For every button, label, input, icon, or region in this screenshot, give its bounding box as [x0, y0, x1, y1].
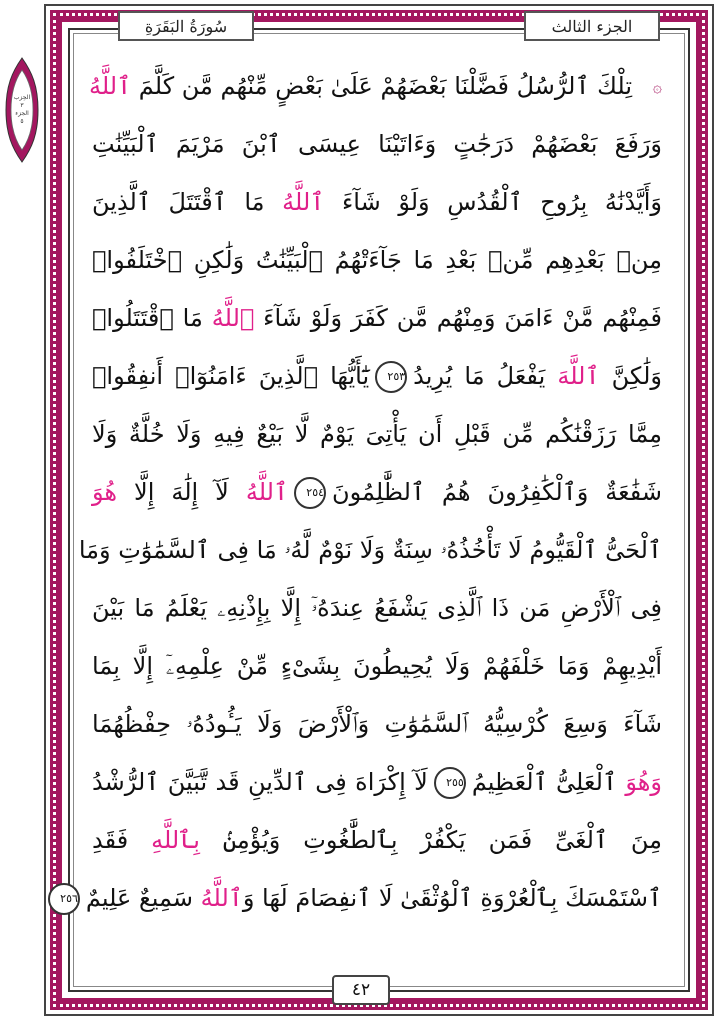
- verse-text: مِنَ ٱلْغَىِّ فَمَن يَكْفُرْ بِٱلطَّٰغُوتِ وَيُؤْمِنۢ: [199, 826, 663, 854]
- divine-name-text: بِٱللَّهِ: [151, 826, 200, 854]
- verse-text: مِنۢ بَعْدِهِم مِّنۢ بَعْدِ مَا جَآءَتْهُمُ ٱلْبَيِّنَٰتُ وَلَٰكِنِ ٱخْتَلَفُوا۟: [92, 246, 662, 274]
- quran-text-block: [60, 60, 663, 940]
- text-line: [92, 118, 662, 170]
- text-line: [60, 872, 662, 924]
- divine-name-text: ٱللَّهُ: [200, 884, 243, 912]
- verse-text: شَفَٰعَةٌ وَٱلْكَٰفِرُونَ هُمُ ٱلظَّٰلِمُونَ: [332, 478, 662, 506]
- verse-text: سَمِيعٌ عَلِيمٌ: [85, 884, 201, 912]
- ayah-number-marker: ٢٥٦: [48, 883, 80, 915]
- hizb-star-icon: ۞: [652, 77, 662, 96]
- verse-text: شَآءَ وَسِعَ كُرْسِيُّهُ ٱلسَّمَٰوَٰتِ وَٱلْأَرْضَ وَلَا يَـُٔودُهُۥ حِفْظُهُمَا: [92, 710, 662, 738]
- text-line: [92, 350, 662, 402]
- verse-text: ٱلْعَلِىُّ ٱلْعَظِيمُ: [471, 768, 626, 796]
- text-line: [92, 582, 662, 634]
- text-line: [92, 234, 662, 286]
- juz-name-header: [524, 11, 660, 41]
- divine-name-text: ٱللَّهُ: [282, 188, 325, 216]
- text-line: [92, 756, 662, 808]
- verse-text: وَأَيَّدْنَٰهُ بِرُوحِ ٱلْقُدُسِ وَلَوْ شَآءَ: [324, 188, 662, 216]
- divine-name-text: ٱللَّهَ: [557, 362, 600, 390]
- ayah-number-marker: ٢٥٣: [375, 361, 407, 393]
- text-line: [92, 698, 662, 750]
- ayah-number-marker: ٢٥٥: [434, 767, 466, 799]
- verse-text: فِى ٱلْأَرْضِ مَن ذَا ٱلَّذِى يَشْفَعُ عِندَهُۥٓ إِلَّا بِإِذْنِهِۦ يَعْلَمُ مَا بَيْنَ: [92, 594, 662, 622]
- verse-text: وَرَفَعَ بَعْضَهُمْ دَرَجَٰتٍ وَءَاتَيْنَا عِيسَى ٱبْنَ مَرْيَمَ ٱلْبَيِّنَٰتِ: [92, 130, 662, 158]
- verse-text: مَا ٱقْتَتَلُوا۟: [92, 304, 212, 332]
- page-number-value: ٤٢: [351, 980, 371, 1000]
- text-line: [92, 176, 662, 228]
- text-line: [88, 60, 662, 112]
- ayah-number-marker: ٢٥٤: [294, 477, 326, 509]
- text-line: [92, 408, 662, 460]
- juz-name: الجزء الثالث: [551, 16, 633, 36]
- verse-text: وَلَٰكِنَّ: [599, 362, 663, 390]
- verse-text: مَا ٱقْتَتَلَ ٱلَّذِينَ: [92, 188, 283, 216]
- verse-text: فَمِنْهُم مَّنْ ءَامَنَ وَمِنْهُم مَّن كَفَرَ وَلَوْ شَآءَ: [254, 304, 662, 332]
- surah-name: سُورَةُ البَقَرَةِ: [144, 16, 228, 36]
- verse-text: فَقَدِ: [92, 826, 152, 854]
- verse-text: لَآ إِلَٰهَ إِلَّا: [117, 478, 246, 506]
- text-line: [92, 466, 662, 518]
- verse-text: يَفْعَلُ مَا يُرِيدُ: [413, 362, 558, 390]
- text-line: [92, 640, 662, 692]
- verse-text: مِمَّا رَزَقْنَٰكُم مِّن قَبْلِ أَن يَأْتِىَ يَوْمٌ لَّا بَيْعٌ فِيهِ وَلَا خُلَّةٌ وَلَا: [92, 420, 662, 448]
- verse-text: أَيْدِيهِمْ وَمَا خَلْفَهُمْ وَلَا يُحِيطُونَ بِشَىْءٍ مِّنْ عِلْمِهِۦٓ إِلَّا بِمَا: [92, 652, 662, 680]
- verse-text: يَٰٓأَيُّهَا ٱلَّذِينَ ءَامَنُوٓا۟ أَنفِقُوا۟: [92, 362, 370, 390]
- page-number: [332, 975, 390, 1005]
- text-line: [92, 814, 662, 866]
- divine-name-text: ٱللَّهُ: [211, 304, 255, 332]
- verse-text: ٱسْتَمْسَكَ بِٱلْعُرْوَةِ ٱلْوُثْقَىٰ لَا ٱنفِصَامَ لَهَا وَ: [242, 884, 662, 912]
- divine-name-text: ٱللَّهُ: [88, 72, 132, 100]
- side-marker-line-1: الحِزب ٣: [13, 94, 31, 109]
- verse-text: ٱلْحَىُّ ٱلْقَيُّومُ لَا تَأْخُذُهُۥ سِنَةٌ وَلَا نَوْمٌ لَّهُۥ مَا فِى ٱلسَّمَٰوَٰتِ وَمَا: [78, 536, 662, 564]
- hizb-rosette-ornament: [4, 56, 40, 164]
- verse-text: تِلْكَ ٱلرُّسُلُ فَضَّلْنَا بَعْضَهُمْ عَلَىٰ بَعْضٍ مِّنْهُم مَّن كَلَّمَ: [131, 72, 632, 100]
- side-marker-line-2: الجزء ٥: [15, 110, 29, 125]
- text-line: [92, 292, 662, 344]
- text-line: [78, 524, 662, 576]
- divine-name-text: هُوَ: [92, 478, 118, 506]
- surah-name-header: [118, 11, 254, 41]
- divine-name-text: وَهُوَ: [625, 768, 662, 796]
- verse-text: لَآ إِكْرَاهَ فِى ٱلدِّينِ قَد تَّبَيَّنَ ٱلرُّشْدُ: [92, 768, 428, 796]
- divine-name-text: ٱللَّهُ: [245, 478, 289, 506]
